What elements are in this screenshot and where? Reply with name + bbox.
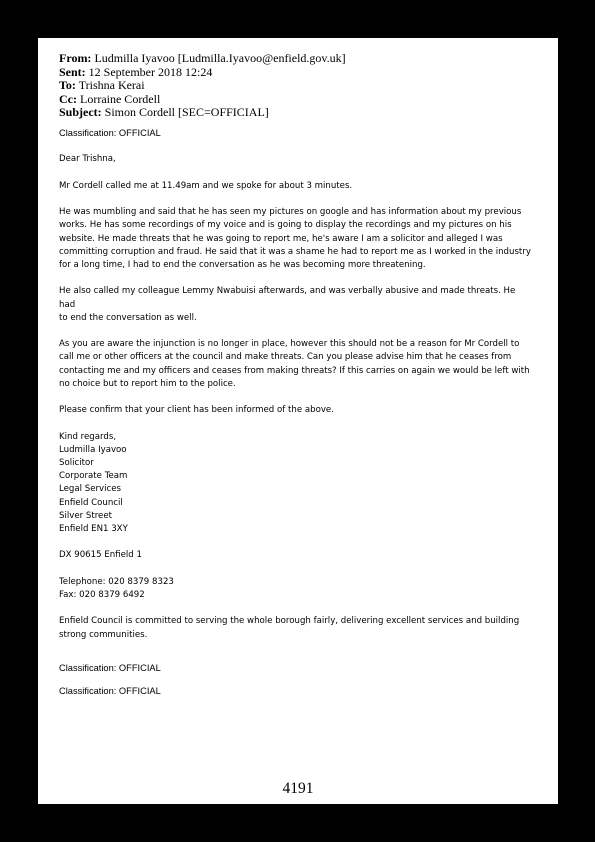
subject-label: Subject: <box>59 105 102 119</box>
subject-value: Simon Cordell [SEC=OFFICIAL] <box>104 105 269 119</box>
classification-bottom-2: Classification: OFFICIAL <box>59 685 161 696</box>
paragraph-line: to end the conversation as well. <box>59 312 197 323</box>
paragraph-line: no choice but to report him to the police. <box>59 378 236 389</box>
signature-block <box>59 431 534 537</box>
email-header <box>59 52 346 120</box>
sent-row <box>59 66 346 80</box>
greeting: Dear Trishna, <box>59 154 116 165</box>
signature-line: Solicitor <box>59 457 94 468</box>
dx-number: DX 90615 Enfield 1 <box>59 550 142 561</box>
from-label: From: <box>59 51 92 65</box>
paragraph-1: Mr Cordell called me at 11.49am and we spoke for about 3 minutes. <box>59 180 353 191</box>
subject-row <box>59 106 346 120</box>
paragraph-4 <box>59 338 534 391</box>
cc-label: Cc: <box>59 91 77 106</box>
footer-statement <box>59 615 534 641</box>
to-label: To: <box>59 78 76 92</box>
to-value: Trishna Kerai <box>78 78 145 92</box>
page-number: 4191 <box>282 780 314 797</box>
paragraph-line: He also called my colleague Lemmy Nwabuisi afterwards, and was verbally abusive and made threats. He had <box>59 286 516 310</box>
cc-value: Lorraine Cordell <box>80 91 161 106</box>
signature-line: Silver Street <box>59 510 112 521</box>
signature-line: Enfield Council <box>59 497 123 508</box>
signature-line: Legal Services <box>59 484 122 495</box>
paragraph-line: committing corruption and fraud. He said that it was a shame he had to report me as I worked in the industry <box>59 246 531 257</box>
footer-line: strong communities. <box>59 629 148 640</box>
from-row <box>59 52 346 66</box>
fax: Fax: 020 8379 6492 <box>59 589 145 600</box>
paragraph-line: works. He has some recordings of my voice and is going to display the recordings and my pictures on his <box>59 220 512 231</box>
paragraph-line: call me or other officers at the council and make threats. Can you please advise him that he ceases from <box>59 352 512 363</box>
telephone: Telephone: 020 8379 8323 <box>59 576 174 587</box>
sent-label: Sent: <box>59 64 86 79</box>
email-body <box>59 127 534 698</box>
paragraph-5: Please confirm that your client has been informed of the above. <box>59 405 334 416</box>
sent-value: 12 September 2018 12:24 <box>88 64 213 79</box>
signature-line: Kind regards, <box>59 431 117 442</box>
to-row <box>59 79 346 93</box>
paragraph-line: As you are aware the injunction is no longer in place, however this should not be a reason for Mr Cordell to <box>59 339 520 350</box>
paragraph-2 <box>59 206 534 272</box>
signature-line: Corporate Team <box>59 471 128 482</box>
paragraph-line: contacting me and my officers and ceases from making threats? If this carries on again we would be left with <box>59 365 530 376</box>
from-value: Ludmilla Iyavoo [Ludmilla.Iyavoo@enfield.gov.uk] <box>94 51 346 65</box>
paragraph-3 <box>59 285 534 325</box>
signature-line: Ludmilla Iyavoo <box>59 444 127 455</box>
paragraph-line: for a long time, I had to end the conversation as he was becoming more threatening. <box>59 259 426 270</box>
classification-top: Classification: OFFICIAL <box>59 128 161 138</box>
classification-bottom-1: Classification: OFFICIAL <box>59 662 161 673</box>
cc-row <box>59 93 346 107</box>
footer-line: Enfield Council is committed to serving the whole borough fairly, delivering excellent services and building <box>59 616 520 627</box>
paragraph-line: website. He made threats that he was going to report me, he's aware I am a solicitor and alleged I was <box>59 233 503 244</box>
paragraph-line: He was mumbling and said that he has seen my pictures on google and has information about my previous <box>59 207 522 218</box>
document-page <box>38 38 558 804</box>
signature-line: Enfield EN1 3XY <box>59 523 128 534</box>
